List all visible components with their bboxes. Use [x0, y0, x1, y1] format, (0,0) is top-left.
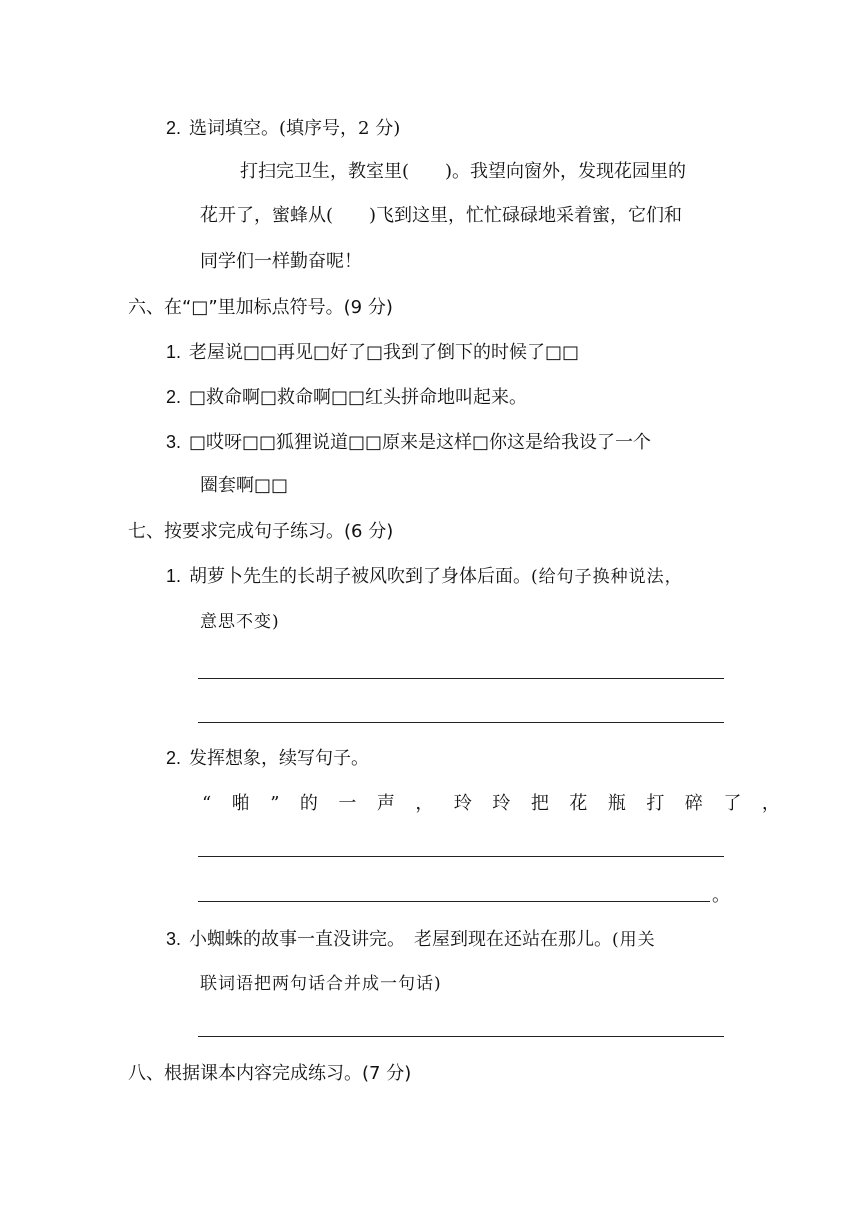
question-text: □救命啊□救命啊□□红头拼命地叫起来。 — [189, 387, 528, 408]
question-number: 3. — [166, 929, 182, 949]
question-item — [166, 746, 369, 771]
paragraph-line: 同学们一样勤奋呢！ — [200, 251, 362, 272]
question-text: □哎呀□□狐狸说道□□原来是这样□你这是给我设了一个 — [189, 432, 652, 453]
question-continuation: 圈套啊□□ — [200, 475, 289, 496]
answer-line[interactable] — [198, 856, 724, 857]
sentence-end-period: 。 — [712, 885, 730, 906]
question-number: 3. — [166, 432, 182, 452]
question-number: 1. — [166, 342, 182, 362]
answer-line[interactable] — [198, 901, 710, 902]
question-number: 1. — [166, 566, 182, 586]
question-item — [166, 430, 651, 455]
question-text: 老屋说□□再见□好了□我到了倒下的时候了□□ — [189, 342, 580, 363]
question-hint: (给句子换种说法， — [531, 567, 683, 587]
question-text: 胡萝卜先生的长胡子被风吹到了身体后面。 — [189, 566, 532, 587]
question-item — [166, 564, 683, 589]
paragraph-line: 打扫完卫生，教室里( )。我望向窗外，发现花园里的 — [240, 161, 687, 182]
answer-line[interactable] — [198, 678, 724, 679]
section-8-title: 八、根据课本内容完成练习。(7 分) — [128, 1063, 412, 1084]
question-number: 2. — [166, 748, 182, 768]
question-number: 2. — [166, 387, 182, 407]
question-text: 小蜘蛛的故事一直没讲完。 老屋到现在还站在那儿。 — [189, 929, 613, 950]
paragraph-line: 花开了，蜜蜂从( )飞到这里，忙忙碌碌地采着蜜，它们和 — [200, 205, 683, 226]
section-7-title: 七、按要求完成句子练习。(6 分) — [128, 521, 394, 542]
sentence-start: “啪”的一声，玲玲把花瓶打碎了， — [202, 793, 801, 814]
question-text: 选词填空。(填序号，2 分) — [189, 118, 401, 139]
question-text: 发挥想象，续写句子。 — [189, 748, 370, 769]
question-hint-continuation: 意思不变) — [200, 612, 280, 632]
question-hint-continuation: 联词语把两句话合并成一句话) — [200, 974, 442, 994]
answer-line[interactable] — [198, 1036, 724, 1037]
section-6-title: 六、在“□”里加标点符号。(9 分) — [128, 297, 393, 318]
question-item — [166, 927, 656, 952]
question-item — [166, 340, 579, 365]
answer-line[interactable] — [198, 722, 724, 723]
question-number: 2. — [166, 118, 182, 138]
question-2-title — [166, 116, 400, 141]
question-hint: (用关 — [612, 930, 656, 950]
question-item — [166, 385, 527, 410]
